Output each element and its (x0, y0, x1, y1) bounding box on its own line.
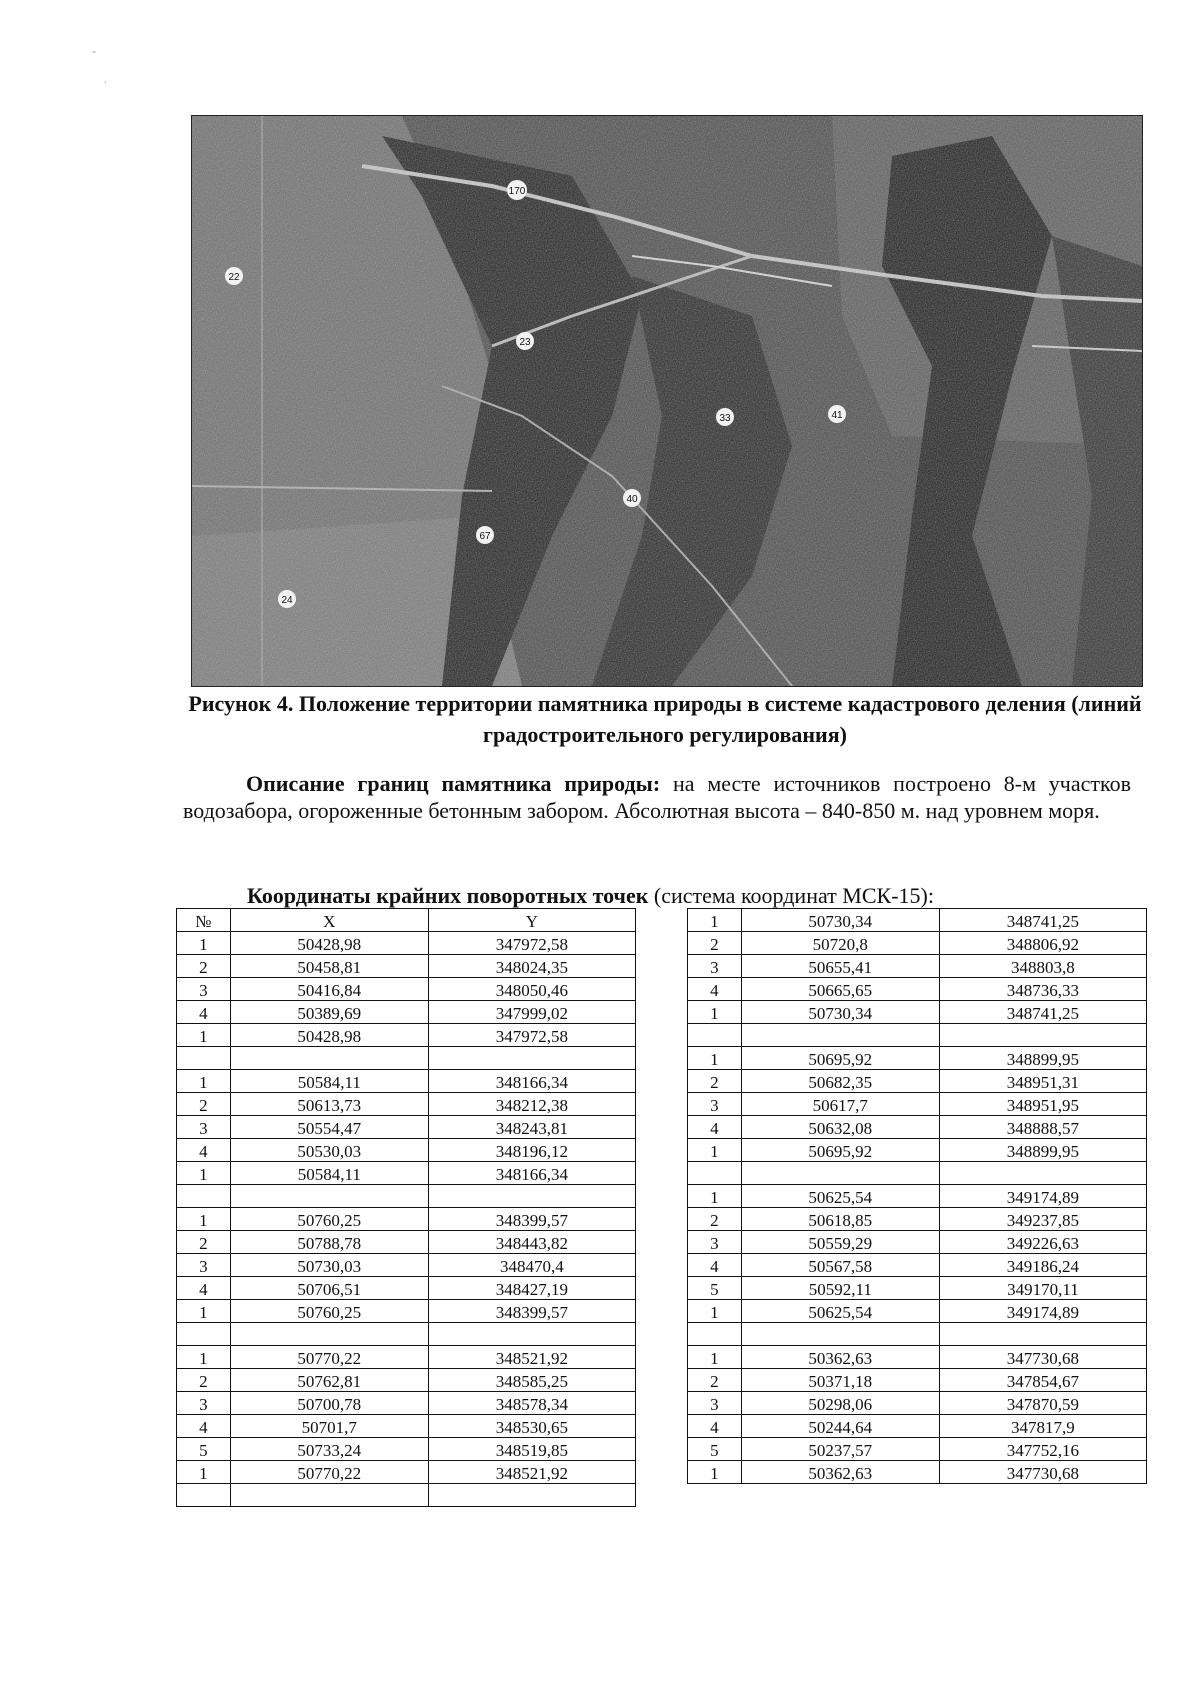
cell-num: 1 (177, 1300, 231, 1323)
plot-label-41 (828, 405, 846, 423)
cell-num: 1 (177, 932, 231, 955)
cell-num: 3 (688, 955, 742, 978)
cell-x: 50617,7 (741, 1093, 939, 1116)
table-row (688, 1047, 1147, 1070)
table-row (688, 1231, 1147, 1254)
cell-num (688, 1024, 742, 1047)
cell-x: 50625,54 (741, 1185, 939, 1208)
table-row (688, 1346, 1147, 1369)
cell-y (939, 1024, 1146, 1047)
table-row (177, 1277, 636, 1300)
plot-label-40 (623, 489, 641, 507)
table-row (688, 1254, 1147, 1277)
cell-y: 348024,35 (428, 955, 635, 978)
cell-y: 348741,25 (939, 1001, 1146, 1024)
cell-x: 50665,65 (741, 978, 939, 1001)
cell-num: 2 (688, 1070, 742, 1093)
table-row (688, 1116, 1147, 1139)
cell-num: 4 (688, 978, 742, 1001)
cell-y (428, 1047, 635, 1070)
table-row (688, 1185, 1147, 1208)
svg-text:23: 23 (519, 337, 531, 348)
table-row (177, 1047, 636, 1070)
cell-y: 348803,8 (939, 955, 1146, 978)
coordinates-heading (247, 883, 1147, 909)
cell-y (428, 1323, 635, 1346)
cell-y: 349237,85 (939, 1208, 1146, 1231)
table-row (177, 1484, 636, 1507)
cell-num: 5 (688, 1438, 742, 1461)
cell-num: 1 (688, 1139, 742, 1162)
cell-x: 50632,08 (741, 1116, 939, 1139)
cell-y: 349170,11 (939, 1277, 1146, 1300)
cell-y: 347817,9 (939, 1415, 1146, 1438)
cell-x: 50730,03 (230, 1254, 428, 1277)
cell-num: 3 (688, 1392, 742, 1415)
cell-num: 1 (177, 1070, 231, 1093)
cell-num: 2 (177, 955, 231, 978)
coordinates-table-left (176, 908, 636, 1507)
cell-num: 1 (177, 1162, 231, 1185)
table-row (177, 955, 636, 978)
table-row (177, 978, 636, 1001)
plot-label-22 (225, 267, 243, 285)
cell-x: 50428,98 (230, 1024, 428, 1047)
cell-num: 2 (177, 1369, 231, 1392)
cell-x: 50362,63 (741, 1461, 939, 1484)
table-row (688, 1461, 1147, 1484)
table-row (688, 1415, 1147, 1438)
cell-x: 50371,18 (741, 1369, 939, 1392)
cell-x: 50770,22 (230, 1346, 428, 1369)
cell-x: 50244,64 (741, 1415, 939, 1438)
table-row (688, 1208, 1147, 1231)
cell-num (177, 1484, 231, 1507)
cell-x: 50428,98 (230, 932, 428, 955)
cell-num: 3 (688, 1093, 742, 1116)
table-row (688, 1024, 1147, 1047)
cell-x: 50625,54 (741, 1300, 939, 1323)
table-row (177, 1024, 636, 1047)
cell-num: 1 (688, 1047, 742, 1070)
cell-x: 50237,57 (741, 1438, 939, 1461)
coordinates-heading-bold: Координаты крайних поворотных точек (247, 883, 649, 908)
cell-y: 348399,57 (428, 1208, 635, 1231)
cell-x: 50592,11 (741, 1277, 939, 1300)
cell-x: 50706,51 (230, 1277, 428, 1300)
cell-y: 347854,67 (939, 1369, 1146, 1392)
plot-label-33 (716, 408, 734, 426)
table-row (177, 1231, 636, 1254)
cell-num: 1 (688, 1300, 742, 1323)
svg-text:67: 67 (479, 531, 491, 542)
cell-y: 348196,12 (428, 1139, 635, 1162)
table-row (688, 1300, 1147, 1323)
cell-num (688, 1323, 742, 1346)
cell-y: 347972,58 (428, 932, 635, 955)
cell-x: 50788,78 (230, 1231, 428, 1254)
cell-y: 348443,82 (428, 1231, 635, 1254)
cell-y: 348736,33 (939, 978, 1146, 1001)
cell-y: 349174,89 (939, 1185, 1146, 1208)
table-row (688, 1277, 1147, 1300)
cell-num: 3 (177, 1116, 231, 1139)
cell-num: 4 (688, 1116, 742, 1139)
cell-num: 3 (177, 978, 231, 1001)
cell-num: 4 (688, 1254, 742, 1277)
table-row (688, 932, 1147, 955)
cell-x: 50701,7 (230, 1415, 428, 1438)
table-row (177, 1162, 636, 1185)
cell-y: 347999,02 (428, 1001, 635, 1024)
table-row (177, 1346, 636, 1369)
coordinates-heading-rest: (система координат МСК-15): (648, 883, 934, 908)
cell-x: 50613,73 (230, 1093, 428, 1116)
cell-x: 50695,92 (741, 1047, 939, 1070)
cell-x: 50554,47 (230, 1116, 428, 1139)
scan-speck: . (104, 72, 107, 86)
photo-grain (192, 116, 1142, 686)
table-row (177, 1208, 636, 1231)
cell-y: 347870,59 (939, 1392, 1146, 1415)
table-row (177, 1300, 636, 1323)
cell-x: 50700,78 (230, 1392, 428, 1415)
header-x: X (230, 909, 428, 932)
table-row (688, 1392, 1147, 1415)
cell-x: 50567,58 (741, 1254, 939, 1277)
cell-x: 50760,25 (230, 1300, 428, 1323)
table-row (177, 1139, 636, 1162)
cell-x: 50416,84 (230, 978, 428, 1001)
cell-num: 1 (688, 1185, 742, 1208)
cell-x: 50760,25 (230, 1208, 428, 1231)
table-row (688, 909, 1147, 932)
plot-label-24 (278, 590, 296, 608)
cell-y: 348399,57 (428, 1300, 635, 1323)
table-row (177, 1438, 636, 1461)
cell-y: 349226,63 (939, 1231, 1146, 1254)
cell-num: 4 (177, 1139, 231, 1162)
cell-y: 348521,92 (428, 1461, 635, 1484)
cell-num: 1 (688, 1001, 742, 1024)
table-row (177, 1116, 636, 1139)
cell-y: 348741,25 (939, 909, 1146, 932)
cell-y: 348243,81 (428, 1116, 635, 1139)
cell-y: 348519,85 (428, 1438, 635, 1461)
cell-y: 348578,34 (428, 1392, 635, 1415)
cell-x: 50762,81 (230, 1369, 428, 1392)
cell-x: 50559,29 (741, 1231, 939, 1254)
table-row (177, 1185, 636, 1208)
table-row (177, 1093, 636, 1116)
svg-text:24: 24 (281, 595, 293, 606)
plot-label-170 (507, 180, 527, 200)
svg-text:41: 41 (831, 410, 843, 421)
svg-text:22: 22 (228, 272, 240, 283)
cell-num: 1 (177, 1461, 231, 1484)
cell-y: 348951,95 (939, 1093, 1146, 1116)
cell-y: 348050,46 (428, 978, 635, 1001)
cell-y: 348427,19 (428, 1277, 635, 1300)
table-row (688, 1323, 1147, 1346)
cell-x: 50362,63 (741, 1346, 939, 1369)
coordinates-table-right (687, 908, 1147, 1484)
table-row (177, 1369, 636, 1392)
cell-y: 348899,95 (939, 1047, 1146, 1070)
cell-y: 348521,92 (428, 1346, 635, 1369)
cell-x (230, 1185, 428, 1208)
cell-x: 50733,24 (230, 1438, 428, 1461)
cell-x: 50584,11 (230, 1070, 428, 1093)
cadastral-aerial-map (191, 115, 1143, 687)
table-header-row (177, 909, 636, 932)
cell-y: 348899,95 (939, 1139, 1146, 1162)
cell-y: 348585,25 (428, 1369, 635, 1392)
cell-x (741, 1024, 939, 1047)
cell-x (230, 1484, 428, 1507)
cell-y (428, 1484, 635, 1507)
cell-num: 1 (177, 1024, 231, 1047)
cell-y: 349186,24 (939, 1254, 1146, 1277)
cell-num: 1 (688, 1461, 742, 1484)
cell-y: 348166,34 (428, 1162, 635, 1185)
cell-y: 348470,4 (428, 1254, 635, 1277)
plot-label-67 (476, 526, 494, 544)
description-label: Описание границ памятника природы: (246, 771, 661, 796)
cell-y: 347972,58 (428, 1024, 635, 1047)
cell-num: 2 (688, 932, 742, 955)
cell-x: 50682,35 (741, 1070, 939, 1093)
cell-x: 50618,85 (741, 1208, 939, 1231)
cell-num: 2 (177, 1231, 231, 1254)
table-row (177, 1392, 636, 1415)
cell-y: 347752,16 (939, 1438, 1146, 1461)
cell-num: 3 (177, 1392, 231, 1415)
cell-num (177, 1323, 231, 1346)
table-row (177, 932, 636, 955)
boundary-description (183, 770, 1131, 824)
cell-x: 50695,92 (741, 1139, 939, 1162)
table-row (688, 1139, 1147, 1162)
cell-num: 1 (177, 1346, 231, 1369)
cell-y: 349174,89 (939, 1300, 1146, 1323)
table-row (688, 978, 1147, 1001)
cell-num: 4 (177, 1415, 231, 1438)
table-row (688, 1438, 1147, 1461)
cell-y: 348806,92 (939, 932, 1146, 955)
svg-text:40: 40 (626, 494, 638, 505)
cell-x (741, 1162, 939, 1185)
cell-num: 2 (177, 1093, 231, 1116)
cell-x: 50584,11 (230, 1162, 428, 1185)
cell-x: 50730,34 (741, 1001, 939, 1024)
table-row (688, 1070, 1147, 1093)
cell-y: 348888,57 (939, 1116, 1146, 1139)
cell-y (428, 1185, 635, 1208)
table-row (177, 1254, 636, 1277)
table-row (177, 1001, 636, 1024)
table-row (688, 1093, 1147, 1116)
cell-num: 5 (688, 1277, 742, 1300)
cell-num (177, 1047, 231, 1070)
cell-x: 50730,34 (741, 909, 939, 932)
cell-num: 4 (177, 1277, 231, 1300)
cell-num: 1 (688, 1346, 742, 1369)
cell-num: 1 (177, 1208, 231, 1231)
cell-num: 2 (688, 1208, 742, 1231)
cell-num (177, 1185, 231, 1208)
cell-y: 347730,68 (939, 1461, 1146, 1484)
cell-num: 3 (688, 1231, 742, 1254)
plot-label-23 (516, 332, 534, 350)
table-row (688, 1369, 1147, 1392)
cell-y (939, 1162, 1146, 1185)
header-y: Y (428, 909, 635, 932)
cell-x (741, 1323, 939, 1346)
table-row (688, 955, 1147, 978)
cell-x: 50458,81 (230, 955, 428, 978)
cell-y: 348166,34 (428, 1070, 635, 1093)
cell-x: 50298,06 (741, 1392, 939, 1415)
cell-y: 348951,31 (939, 1070, 1146, 1093)
description-text: на месте источников построено 8-м участков водозабора, огороженные бетонным забором. Абсолютная высота – 840-850 м. над уровнем моря. (183, 771, 1131, 823)
header-num: № (177, 909, 231, 932)
svg-text:170: 170 (508, 186, 526, 197)
cell-num: 2 (688, 1369, 742, 1392)
table-row (177, 1070, 636, 1093)
table-row (177, 1415, 636, 1438)
cell-x: 50530,03 (230, 1139, 428, 1162)
svg-text:33: 33 (719, 413, 731, 424)
cell-x: 50770,22 (230, 1461, 428, 1484)
cell-num: 4 (177, 1001, 231, 1024)
cell-num: 4 (688, 1415, 742, 1438)
cell-num: 3 (177, 1254, 231, 1277)
cell-num: 1 (688, 909, 742, 932)
cell-num (688, 1162, 742, 1185)
cell-x (230, 1047, 428, 1070)
table-row (177, 1461, 636, 1484)
aerial-photo (192, 116, 1142, 686)
scan-speck: - (92, 44, 96, 58)
cell-x: 50720,8 (741, 932, 939, 955)
figure-caption: Рисунок 4. Положение территории памятника природы в системе кадастрового деления (линий градостроительного регулирования) (188, 691, 1142, 747)
cell-y: 347730,68 (939, 1346, 1146, 1369)
table-row (688, 1162, 1147, 1185)
cell-y (939, 1323, 1146, 1346)
cell-x (230, 1323, 428, 1346)
table-row (177, 1323, 636, 1346)
cell-y: 348530,65 (428, 1415, 635, 1438)
cell-num: 5 (177, 1438, 231, 1461)
table-row (688, 1001, 1147, 1024)
cell-y: 348212,38 (428, 1093, 635, 1116)
cell-x: 50655,41 (741, 955, 939, 978)
cell-x: 50389,69 (230, 1001, 428, 1024)
